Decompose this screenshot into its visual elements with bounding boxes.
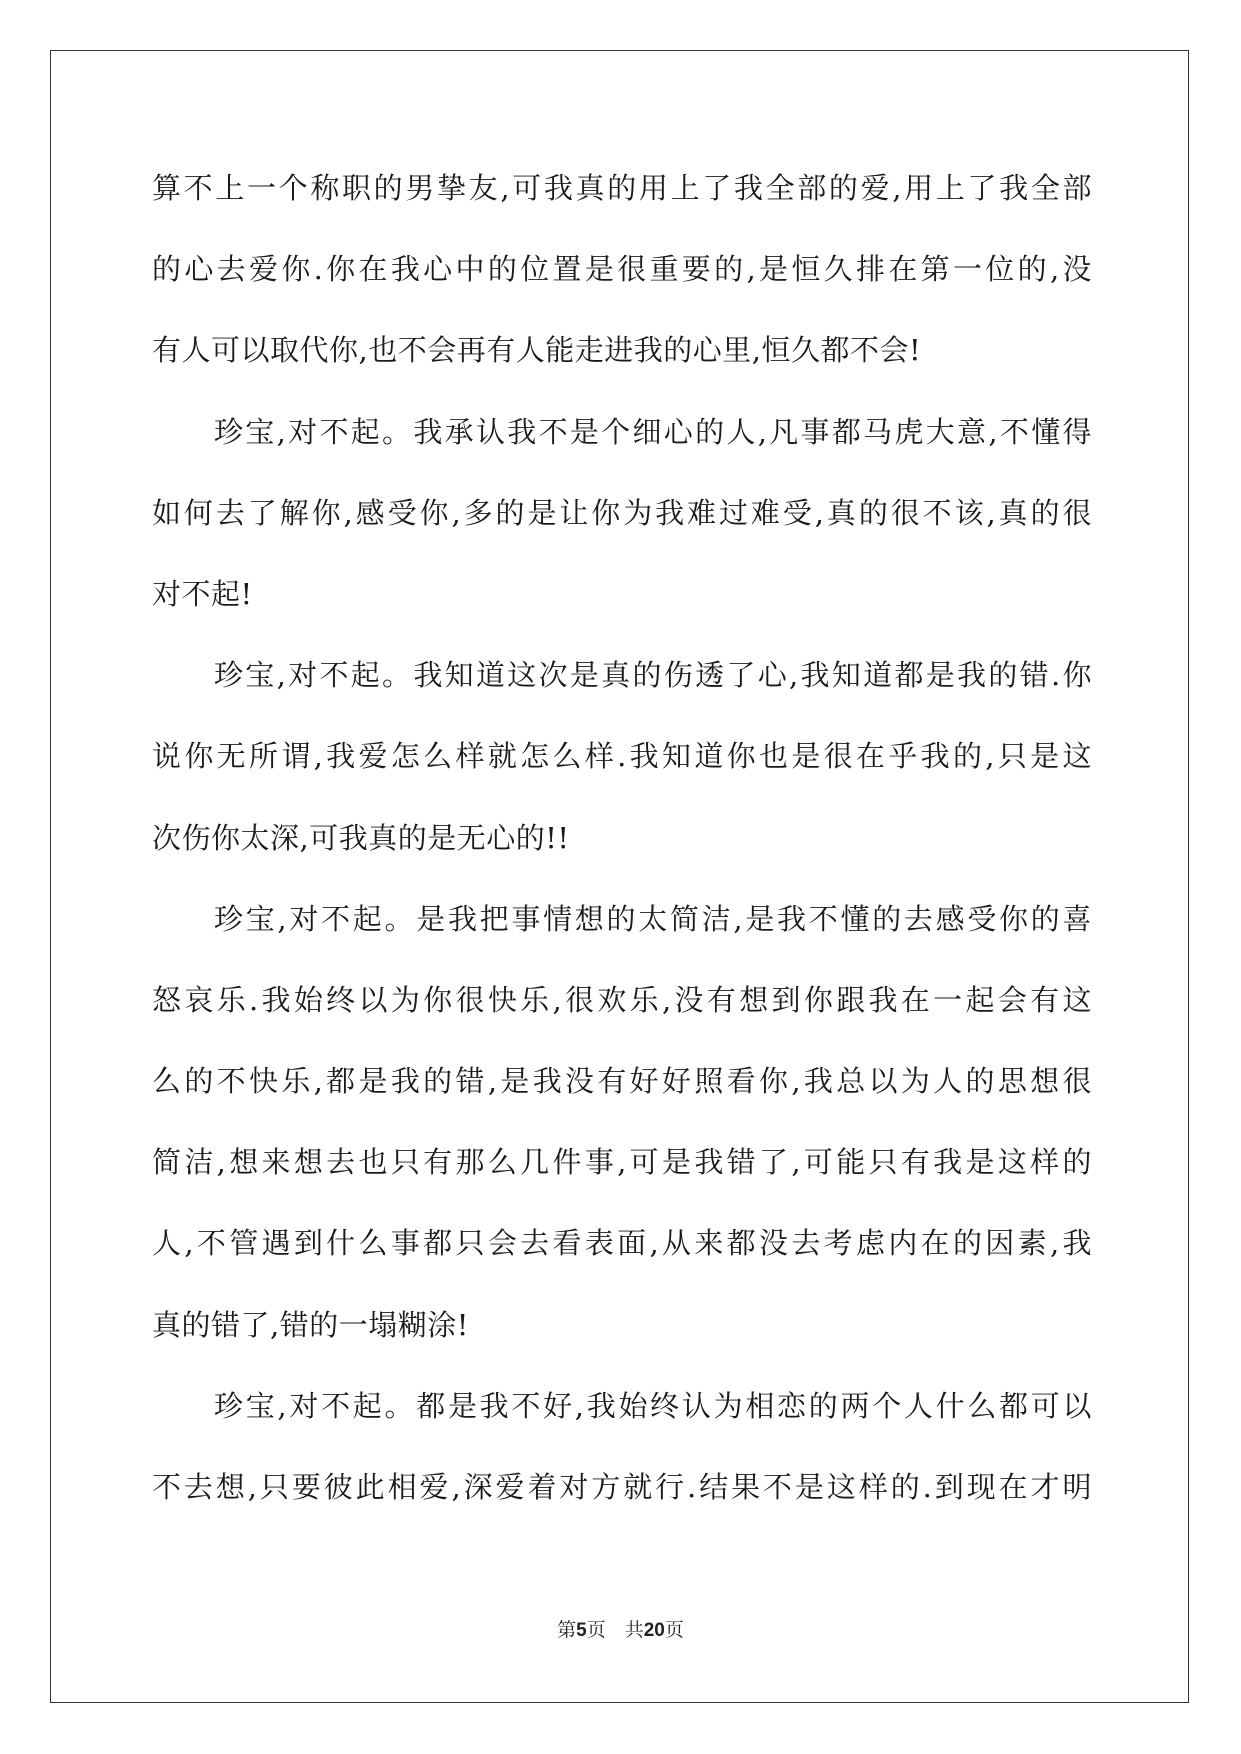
text-line: 有人可以取代你,也不会再有人能走进我的心里,恒久都不会! (152, 333, 922, 368)
text-line: 珍宝,对不起。我知道这次是真的伤透了心,我知道都是我的错.你 (214, 658, 1092, 693)
footer-total-prefix: 共 (624, 1619, 644, 1641)
text-line: 说你无所谓,我爱怎么样就怎么样.我知道你也是很在乎我的,只是这 (152, 739, 1092, 774)
text-line: 珍宝,对不起。我承认我不是个细心的人,凡事都马虎大意,不懂得 (214, 414, 1092, 449)
footer-page-suffix: 页 (586, 1619, 606, 1641)
footer-total-suffix: 页 (664, 1619, 684, 1641)
text-line: 么的不快乐,都是我的错,是我没有好好照看你,我总以为人的思想很 (152, 1064, 1092, 1099)
document-body (152, 158, 1092, 1538)
text-line: 简洁,想来想去也只有那么几件事,可是我错了,可能只有我是这样的 (152, 1145, 1092, 1180)
text-line: 真的错了,错的一塌糊涂! (152, 1307, 469, 1342)
current-page-number: 5 (576, 1620, 587, 1641)
text-line: 不去想,只要彼此相爱,深爱着对方就行.结果不是这样的.到现在才明 (152, 1470, 1092, 1504)
text-line: 如何去了解你,感受你,多的是让你为我难过难受,真的很不该,真的很 (152, 495, 1092, 530)
text-line: 对不起! (152, 576, 253, 611)
text-line: 的心去爱你.你在我心中的位置是很重要的,是恒久排在第一位的,没 (152, 252, 1092, 287)
footer-prefix: 第 (557, 1619, 577, 1641)
text-line: 次伤你太深,可我真的是无心的!! (152, 820, 570, 855)
text-line: 怒哀乐.我始终以为你很快乐,很欢乐,没有想到你跟我在一起会有这 (152, 982, 1092, 1017)
total-page-count: 20 (643, 1620, 665, 1641)
text-line: 人,不管遇到什么事都只会去看表面,从来都没去考虑内在的因素,我 (152, 1226, 1092, 1261)
text-line: 珍宝,对不起。都是我不好,我始终认为相恋的两个人什么都可以 (214, 1388, 1092, 1423)
page-footer (0, 1615, 1241, 1642)
text-line: 珍宝,对不起。是我把事情想的太简洁,是我不懂的去感受你的喜 (214, 901, 1092, 936)
text-line: 算不上一个称职的男挚友,可我真的用上了我全部的爱,用上了我全部 (152, 171, 1092, 205)
